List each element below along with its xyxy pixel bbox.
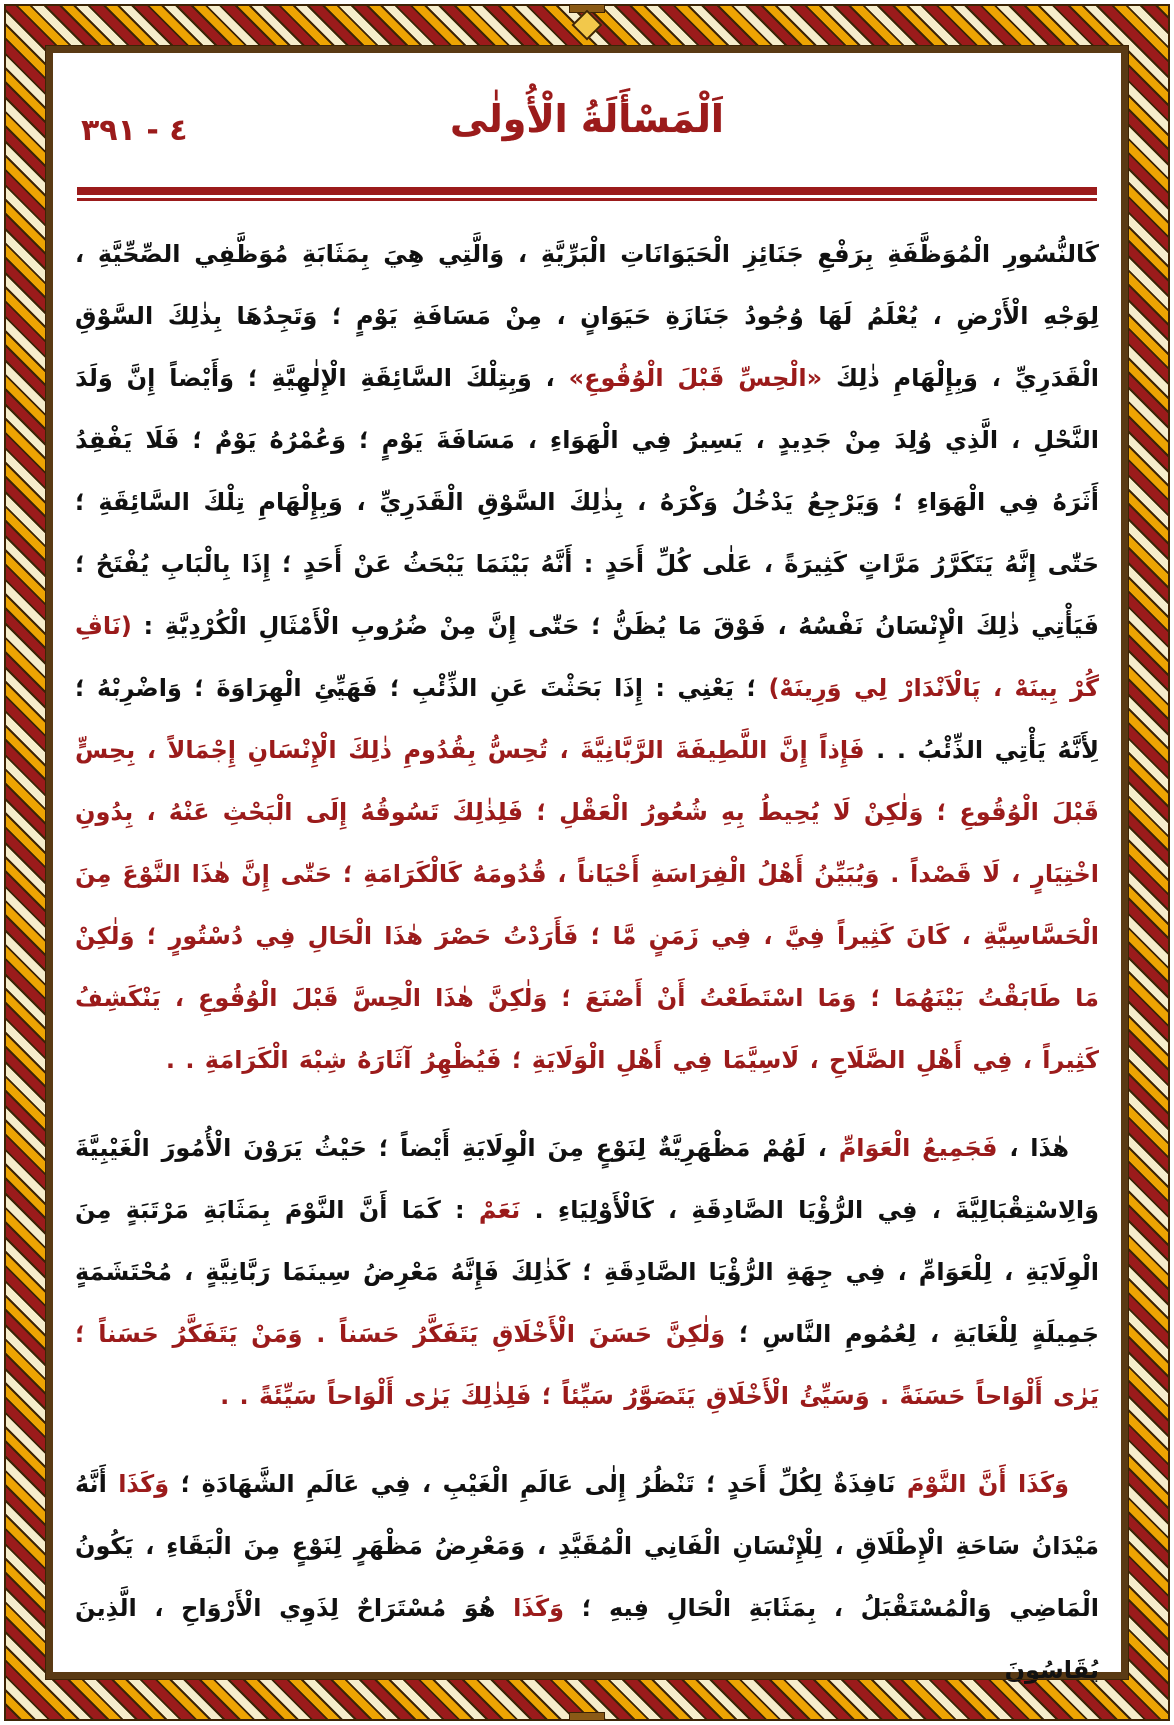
text-segment-highlight: وَكَذَا	[118, 1470, 170, 1498]
text-segment: ، لَهُمْ مَظْهَرِيَّةٌ لِنَوْعٍ مِنَ الْوِلَايَةِ أَيْضاً ؛ حَيْثُ يَرَوْنَ الْأُمُورَ الْغَيْبِيَّةَ وَالِاسْتِقْبَالِيَّةَ ، فِي الرُّؤْيَا الصَّادِقَةِ ، كَالْأَوْلِيَاءِ .	[75, 1134, 1099, 1224]
text-segment-highlight: نَعَمْ	[478, 1196, 521, 1224]
page-number: ٤ - ٣٩١	[81, 113, 188, 148]
text-segment: هٰذَا ،	[997, 1134, 1069, 1162]
text-segment-highlight: (نَاڤِ گُرْ بِينَهْ ، پَالْاَنْدَارْ لِي وَرِينَهْ)	[75, 612, 1099, 702]
page-header	[75, 79, 1099, 183]
text-segment-highlight: «الْحِسِّ قَبْلَ الْوُقُوعِ»	[568, 364, 823, 392]
text-segment-highlight: وَلٰكِنَّ حَسَنَ الْأَخْلَاقِ يَتَفَكَّرُ حَسَناً . وَمَنْ يَتَفَكَّرُ حَسَناً ؛ يَرٰى أَلْوَاحاً حَسَنَةً . وَسَيِّئُ الْأَخْلَاقِ يَتَصَوَّرُ سَيِّئاً ؛ فَلِذٰلِكَ يَرٰى أَلْوَاحاً سَيِّئَةً . .	[75, 1320, 1099, 1410]
text-segment: ، وَبِتِلْكَ السَّائِقَةِ الْإِلٰهِيَّةِ ؛ وَأَيْضاً إِنَّ وَلَدَ النَّحْلِ ، الَّذِي وُلِدَ مِنْ جَدِيدٍ ، يَسِيرُ فِي الْهَوَاءِ ، مَسَافَةَ يَوْمٍ ؛ وَعُمْرُهُ يَوْمٌ ؛ فَلَا يَفْقِدُ أَثَرَهُ فِي الْهَوَاءِ ؛ وَيَرْجِعُ يَدْخُلُ وَكْرَهُ ، بِذٰلِكَ السَّوْقِ الْقَدَرِيِّ ، وَبِإِلْهَامِ تِلْكَ السَّائِقَةِ ؛ حَتّٰى إِنَّهُ يَتَكَرَّرُ مَرَّاتٍ كَثِيرَةً ، عَلٰى كُلِّ أَحَدٍ : أَنَّهُ بَيْنَمَا يَبْحَثُ عَنْ أَحَدٍ ؛ إِذَا بِالْبَابِ يُفْتَحُ ؛ فَيَأْتِي ذٰلِكَ الْإِنْسَانُ نَفْسُهُ ، فَوْقَ مَا يُظَنُّ ؛ حَتّٰى إِنَّ مِنْ ضُرُوبِ الْأَمْثَالِ الْكُرْدِيَّةِ :	[75, 364, 1099, 640]
border-diamond-icon	[571, 9, 602, 40]
document-page	[46, 46, 1128, 1684]
text-segment: : كَمَا أَنَّ النَّوْمَ بِمَثَابَةِ مَرْتَبَةٍ مِنَ الْوِلَايَةِ ، لِلْعَوَامِّ ، فِي جِهَةِ الرُّؤْيَا الصَّادِقَةِ ؛ كَذٰلِكَ فَإِنَّهُ مَعْرِضُ سِينَمَا رَبَّانِيَّةٍ ، مُحْتَشَمَةٍ جَمِيلَةٍ لِلْغَايَةِ ، لِعُمُومِ النَّاسِ ؛	[75, 1196, 1100, 1348]
text-segment: أَنَّهُ مَيْدَانُ سَاحَةِ الْإِطْلَاقِ ، لِلْإِنْسَانِ الْفَانِي الْمُقَيَّدِ ، وَمَعْرِضُ مَظْهَرٍ لِنَوْعٍ مِنَ الْبَقَاءِ ، يَكُونُ الْمَاضِي وَالْمُسْتَقْبَلُ ، بِمَثَابَةِ الْحَالِ فِيهِ ؛	[75, 1470, 1100, 1622]
divider-thick-line	[77, 187, 1097, 195]
text-segment-highlight: وَكَذَا أَنَّ النَّوْمَ	[906, 1470, 1069, 1498]
body-paragraph-1	[75, 223, 1099, 1091]
divider-thin-line	[77, 198, 1097, 201]
text-segment: نَافِذَةٌ لِكُلِّ أَحَدٍ ؛ تَنْظُرُ إِلٰى عَالَمِ الْغَيْبِ ، فِي عَالَمِ الشَّهَادَةِ ؛	[169, 1470, 907, 1498]
page-title: اَلْمَسْأَلَةُ الْأُولٰى	[450, 97, 724, 141]
document-body	[75, 223, 1099, 1701]
text-segment-highlight: فَإِذاً إِنَّ اللَّطِيفَةَ الرَّبَّانِيَّةَ ، تُحِسُّ بِقُدُومِ ذٰلِكَ الْإِنْسَانِ إِجْمَالاً ، بِحِسٍّ قَبْلَ الْوُقُوعِ ؛ وَلٰكِنْ لَا يُحِيطُ بِهِ شُعُورُ الْعَقْلِ ؛ فَلِذٰلِكَ تَسُوقُهُ إِلَى الْبَحْثِ عَنْهُ ، بِدُونِ اخْتِيَارٍ ، لَا قَصْداً . وَيُبَيِّنُ أَهْلُ الْفِرَاسَةِ أَحْيَاناً ، قُدُومَهُ كَالْكَرَامَةِ ؛ حَتّٰى إِنَّ هٰذَا النَّوْعَ مِنَ الْحَسَّاسِيَّةِ ، كَانَ كَثِيراً فِيَّ ، فِي زَمَنٍ مَّا ؛ فَأَرَدْتُ حَصْرَ هٰذَا الْحَالِ فِي دُسْتُورٍ ؛ وَلٰكِنْ مَا طَابَقْتُ بَيْنَهُمَا ؛ وَمَا اسْتَطَعْتُ أَنْ أَصْنَعَ ؛ وَلٰكِنَّ هٰذَا الْحِسَّ قَبْلَ الْوُقُوعِ ، يَنْكَشِفُ كَثِيراً ، فِي أَهْلِ الصَّلَاحِ ، لَاسِيَّمَا فِي أَهْلِ الْوَلَايَةِ ؛ فَيُظْهِرُ آثَارَهُ شِبْهَ الْكَرَامَةِ . .	[75, 736, 1099, 1074]
body-paragraph-2	[75, 1117, 1099, 1427]
header-divider	[77, 187, 1097, 201]
border-bottom-tab-ornament	[569, 1712, 605, 1721]
text-segment: كَالنُّسُورِ الْمُوَظَّفَةِ بِرَفْعِ جَنَائِزِ الْحَيَوَانَاتِ الْبَرِّيَّةِ ، وَالَّتِي هِيَ بِمَثَابَةِ مُوَظَّفِي الصِّحِّيَّةِ ، لِوَجْهِ الْأَرْضِ ، يُعْلَمُ لَهَا وُجُودُ جَنَازَةِ حَيَوَانٍ ، مِنْ مَسَافَةِ يَوْمٍ ؛ وَتَجِدُهَا بِذٰلِكَ السَّوْقِ الْقَدَرِيِّ ، وَبِإِلْهَامِ ذٰلِكَ	[75, 240, 1099, 392]
text-segment-highlight: وَكَذَا	[513, 1594, 565, 1622]
body-paragraph-3	[75, 1453, 1099, 1701]
text-segment-highlight: فَجَمِيعُ الْعَوَامِّ	[838, 1134, 998, 1162]
text-segment: ؛ يَعْنِي : إِذَا بَحَثْتَ عَنِ الذِّئْبِ ؛ فَهَيِّئِ الْهِرَاوَةَ ؛ وَاضْرِبْهُ ؛ لِأَنَّهُ يَأْتِي الذِّئْبُ . .	[75, 674, 1099, 764]
text-segment: هُوَ مُسْتَرَاحٌ لِذَوِي الْأَرْوَاحِ ، الَّذِينَ يُقَاسُونَ	[75, 1594, 1099, 1684]
